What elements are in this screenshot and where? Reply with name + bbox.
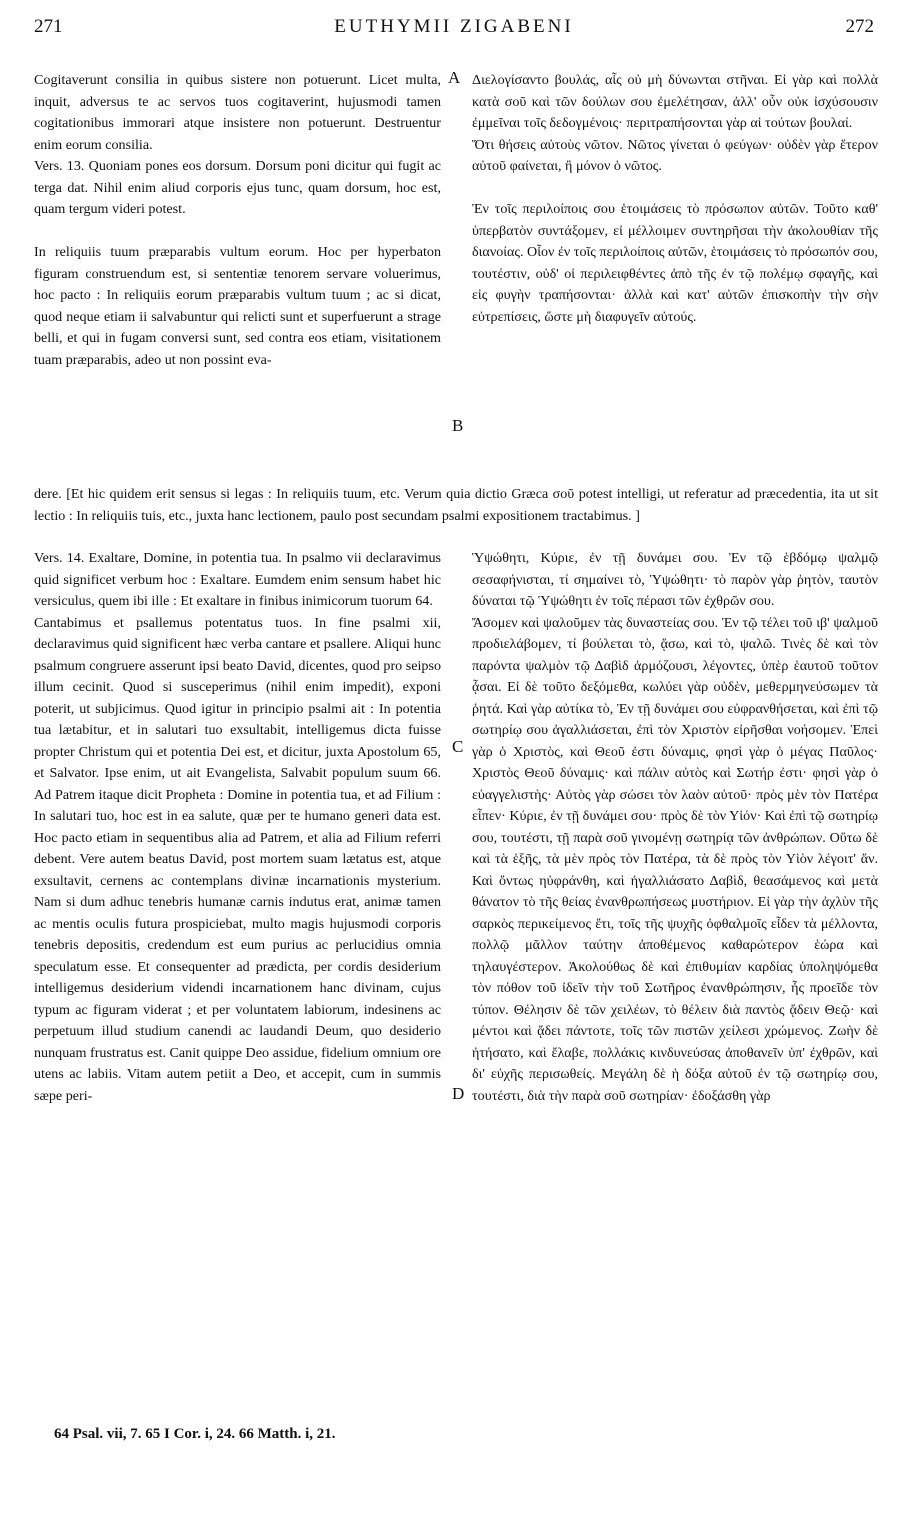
- section-marker-a: A: [448, 68, 461, 87]
- latin-paragraph: Vers. 14. Exaltare, Domine, in potentia tua. In psalmo vii declaravimus quid significet verbum hoc : Exaltare. Eumdem enim sensum habet hic versiculus, quem ibi ille : Et exaltare in finibus inimicorum tuorum 64.: [34, 550, 441, 609]
- section-marker-d: D: [452, 1084, 465, 1103]
- full-width-note: [34, 484, 878, 527]
- greek-paragraph: Ὅτι θήσεις αὐτοὺς νῶτον. Νῶτος γίνεται ὁ φεύγων· οὐδὲν γὰρ ἕτερον αὐτοῦ φαίνεται, ἢ μόνον ὁ νῶτος.: [472, 136, 878, 174]
- running-title: EUTHYMII ZIGABENI: [334, 16, 574, 37]
- section-marker-b: B: [452, 416, 464, 435]
- section-marker-c: C: [452, 737, 464, 756]
- latin-paragraph: Cogitaverunt consilia in quibus sistere non potuerunt. Licet multa, inquit, adversus te ac servos tuos cogitaverint, hujusmodi tamen cogitationibus immorari atque insistere non potuerunt. Destruentur enim eorum consilia.: [34, 72, 441, 153]
- greek-paragraph: Ἐν τοῖς περιλοίποις σου ἑτοιμάσεις τὸ πρόσωπον αὐτῶν. Τοῦτο καθ' ὑπερβατὸν συντάξομεν, εἰ μέλλοιμεν συντηρῆσαι τὴν ἀκολουθίαν τῆς διανοίας. Οἷον ἐν τοῖς περιλοίποις αὐτῶν, ἑτοιμάσεις τὸ πρόσωπόν σου, τουτέστιν, οὐδ' οἱ περιλειφθέντες ἀπὸ τῆς ἐν τῷ πολέμῳ σφαγῆς, καὶ εἰς φυγὴν τραπήσονται· ἀλλὰ καὶ κατ' αὐτῶν ἐπισκοπὴν τὴν σὴν εὐτρεπίσεις, ὥστε μὴ διαφυγεῖν αὐτούς.: [472, 201, 878, 325]
- latin-paragraph: Cantabimus et psallemus potentatus tuos. In fine psalmi xii, declaravimus quid significent hæc verba cantare et psallere. Aliqui hunc psalmum congruere asserunt ipsi beato David, dicentes, quod pro seipso illum cecinit. Quod si susceperimus (nihil enim impedit), exponi poterit, ut subjicimus. Quod igitur in principio psalmi ait : In potentia tua lætabitur, et in salutari tuo exsultabit, intelligemus dicta fuisse propter Christum qui et potentia Dei est, et dicitur, juxta Apostolum 65, et Salvator. Ipse enim, ut ait Evangelista, Salvabit populum suum 66. Ad Patrem itaque dicit Propheta : Domine in potentia tua, et ad Filium : In salutari tuo, hoc est in ea salute, quæ per te humano generi data est. Hoc pacto etiam in sequentibus alia ad Patrem, et alia ad Filium referri debent. Vere autem beatus David, post mortem suam lætatus est, atque exsultavit, cernens ac contemplans divinæ incarnationis mysterium. Nam si dum adhuc tenebris humanæ carnis indutus erat, animæ tamen ac mentis oculis futura prospiciebat, multo magis hujusmodi corporis tenebris depositis, credendum est eum purius ac perlucidius omnia speculatum esse. Et consequenter ad prædicta, per cordis desiderium intelligemus desiderium videndi incarnationem hanc divinam, cujus typum ac figuram viderat ; et per voluntatem labiorum, indesinens ac perpetuum illud studium canendi ac laudandi Deum, quo desiderio nunquam frustratus est. Canit quippe Deo assidue, fidelium omnium ore utens ac labiis. Vitam autem petiit a Deo, et accepit, cum in summis sæpe peri-: [34, 614, 441, 1104]
- running-header: [30, 12, 878, 42]
- full-width-paragraph: dere. [Et hic quidem erit sensus si legas : In reliquiis tuum, etc. Verum quia dictio Græca σοῦ potest intelligi, ut referatur ad præcedentia, ita ut sit lectio : In reliquiis tuis, etc., juxta hanc lectionem, paulo post secundam psalmi expositionem tractabimus. ]: [34, 486, 878, 524]
- greek-paragraph: Ἄσομεν καὶ ψαλοῦμεν τὰς δυναστείας σου. Ἐν τῷ τέλει τοῦ ιβ' ψαλμοῦ προδιελάβομεν, τί βούλεται τὸ, ᾄσω, καὶ τὸ, ψαλῶ. Τινὲς δὲ καὶ τὸν παρόντα ψαλμὸν τῷ Δαβὶδ ἁρμόζουσι, λέγοντες, ὑπὲρ ἑαυτοῦ τοῦτον ᾆσαι. Εἰ δὲ τοῦτο δεξόμεθα, κωλύει γὰρ οὐδὲν, μεθερμηνεύσωμεν τὰ ῥητά. Καὶ γὰρ αὐτίκα τὸ, Ἐν τῇ δυνάμει σου εὐφρανθήσεται, καὶ ἐπὶ τῷ σωτηρίῳ σου ἀγαλλιάσεται, ἐπὶ τὸν Χριστὸν εἰρῆσθαι νοήσομεν. Ἐπεὶ γὰρ ὁ Χριστὸς, καὶ Θεοῦ ἐστι δύναμις, φησὶ γὰρ ὁ μέγας Παῦλος· Χριστὸς Θεοῦ δύναμις· καὶ πάλιν αὐτὸς καὶ Σωτήρ ἐστι· φησὶ γὰρ ὁ εὐαγγελιστὴς· Αὐτὸς γὰρ σώσει τὸν λαὸν αὐτοῦ· πρὸς μὲν τὸν Πατέρα εἶπεν· Κύριε, ἐν τῇ δυνάμει σου· πρὸς δὲ τὸν Υἱόν· Καὶ ἐπὶ τῷ σωτηρίῳ σου, τουτέστι, τῇ παρὰ σοῦ γινομένῃ σωτηρίᾳ τῶν ἀνθρώπων. Οὕτω δὲ καὶ τὰ ἑξῆς, τὰ μὲν πρὸς τὸν Πατέρα, τὰ δὲ πρὸς τὸν Υἱὸν λέγοιτ' ἄν. Καὶ ὄντως ηὐφράνθη, καὶ ἠγαλλιάσατο Δαβὶδ, θεασάμενος καὶ μετὰ θάνατον τὸ τῆς θείας ἐνανθρωπήσεως μυστήριον. Εἰ γὰρ τὴν ἀχλὺν τῆς σαρκὸς περικείμενος ἔτι, τοῖς τῆς ψυχῆς ὀφθαλμοῖς εἶδεν τὰ μέλλοντα, πολλῷ μᾶλλον ταύτην ἀποθέμενος καθαρώτερον ἑώρα καὶ τηλαυγέστερον. Ἀκολούθως δὲ καὶ ἐπιθυμίαν καρδίας ὑποληψόμεθα τὸν πόθον τοῦ ἰδεῖν τὴν τοῦ Σωτῆρος ἐνανθρώπησιν, ἧς προεῖδε τὸν τύπον. Θέλησιν δὲ τῶν χειλέων, τὸ θέλειν διὰ παντὸς ᾄδειν Θεῷ· καὶ μέντοι καὶ ᾄδει πάντοτε, τοῖς τῶν πιστῶν χείλεσι χρώμενος. Ζωὴν δὲ ἠτήσατο, καὶ ἔλαβε, πολλάκις κινδυνεύσας ἀποθανεῖν ὑπ' ἐχθρῶν, καὶ δι' εὐχῆς περισωθείς. Μεγάλη δὲ ἡ δόξα αὐτοῦ ἐν τῷ σωτηρίῳ σου, τουτέστι, διὰ τὴν παρὰ σοῦ σωτηρίαν· ἐδοξάσθη γὰρ: [472, 614, 878, 1104]
- greek-column-top: [472, 70, 878, 328]
- latin-paragraph: Vers. 13. Quoniam pones eos dorsum. Dorsum poni dicitur qui fugit ac terga dat. Nihil enim aliud corporis ejus tunc, quam dorsum, hoc est, quam tergum videri potest.: [34, 158, 441, 217]
- greek-paragraph: Ὑψώθητι, Κύριε, ἐν τῇ δυνάμει σου. Ἐν τῷ ἑβδόμῳ ψαλμῷ σεσαφήνισται, τί σημαίνει τὸ, Ὑψώθητι· τὸ παρὸν γὰρ ῥητὸν, ταυτὸν δύναται τῷ Ὑψώθητι ἐν τοῖς πέρασι τῶν ἐχθρῶν σου.: [472, 550, 878, 609]
- latin-paragraph: In reliquiis tuum præparabis vultum eorum. Hoc per hyperbaton figuram construendum est, si sententiæ tenorem servare voluerimus, hoc pacto : In reliquiis eorum præparabis vultum tuum ; ac si dicat, quod neque etiam ii salvabuntur qui relicti sunt et superfuerunt a strage belli, et qui in fugam conversi sunt, sed contra eos etiam, visitationem tuam præparabis, adeo ut non possint eva-: [34, 244, 441, 368]
- latin-column-bottom: [34, 548, 441, 1107]
- latin-column-top: [34, 70, 441, 371]
- page-number-left: 271: [34, 16, 63, 37]
- greek-paragraph: Διελογίσαντο βουλάς, αἷς οὐ μὴ δύνωνται στῆναι. Εἰ γὰρ καὶ πολλὰ κατὰ σοῦ καὶ τῶν δούλων σου ἐμελέτησαν, ἀλλ' οὖν οὐκ ἰσχύσουσιν ἐμμεῖναι τοῖς δεδογμένοις· περιτραπήσονται γὰρ αἱ τούτων βουλαί.: [472, 72, 878, 131]
- footnotes: 64 Psal. vii, 7. 65 I Cor. i, 24. 66 Matth. i, 21.: [54, 1426, 336, 1442]
- greek-column-bottom: [472, 548, 878, 1107]
- page-number-right: 272: [845, 16, 874, 37]
